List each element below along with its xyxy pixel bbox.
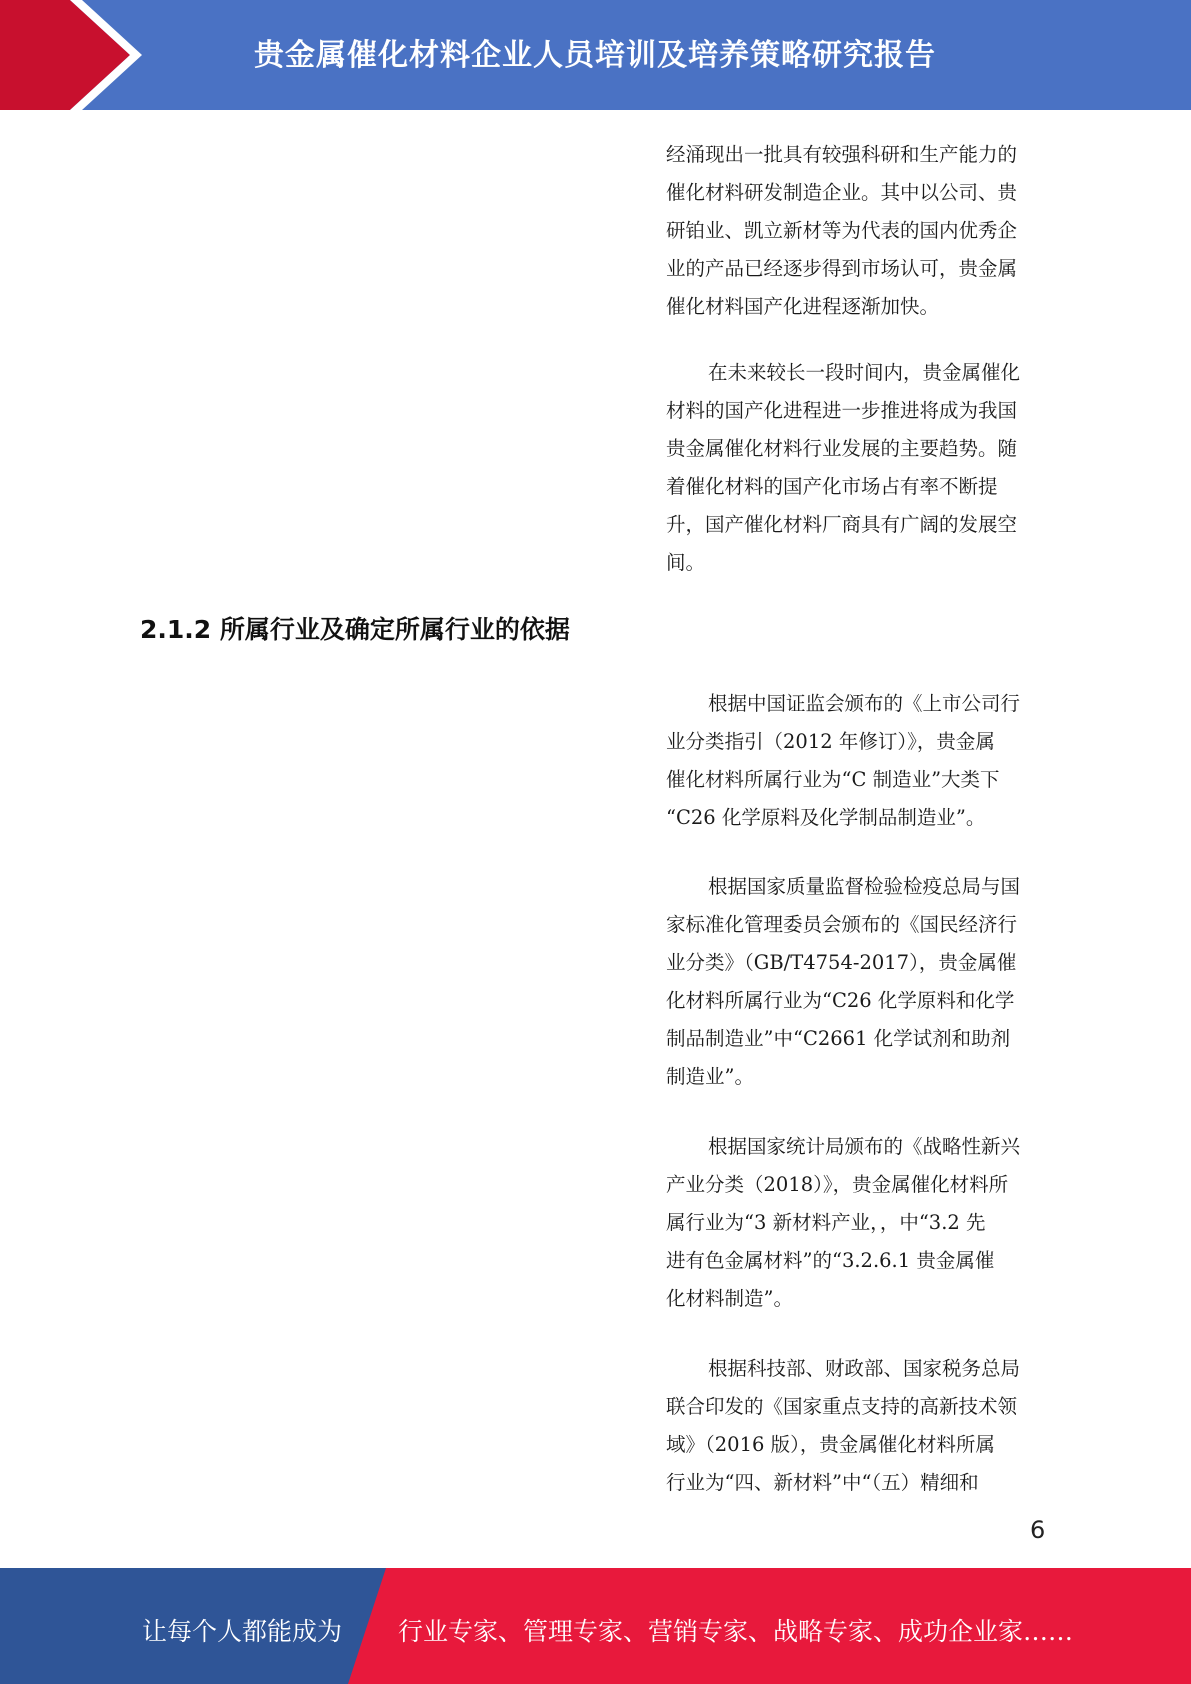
text-line: 根据国家统计局颁布的《战略性新兴 <box>708 1135 1021 1158</box>
page-header <box>0 0 1191 110</box>
text-line: 根据科技部、财政部、国家税务总局 <box>708 1357 1021 1380</box>
text-line: 根据中国证监会颁布的《上市公司行 <box>708 692 1021 715</box>
text-line: 制造业”。 <box>666 1065 754 1088</box>
text-line: 催化材料国产化进程逐渐加快。 <box>666 295 940 318</box>
report-title: 贵金属催化材料企业人员培训及培养策略研究报告 <box>254 38 936 73</box>
paragraph-strategic-industry-classification <box>666 1128 1048 1318</box>
text-line: 间。 <box>666 551 706 574</box>
text-line: 联合印发的《国家重点支持的高新技术领 <box>666 1395 1018 1418</box>
text-line: 研铂业、凯立新材等为代表的国内优秀企 <box>666 219 1018 242</box>
text-line: 升，国产催化材料厂商具有广阔的发展空 <box>666 513 1018 536</box>
text-line: 属行业为“3 新材料产业，，中“3.2 先 <box>666 1211 986 1234</box>
text-line: 经涌现出一批具有较强科研和生产能力的 <box>666 143 1018 166</box>
text-line: 材料的国产化进程进一步推进将成为我国 <box>666 399 1018 422</box>
text-line: 在未来较长一段时间内，贵金属催化 <box>708 361 1021 384</box>
text-line: 家标准化管理委员会颁布的《国民经济行 <box>666 913 1018 936</box>
text-line: 化材料所属行业为“C26 化学原料和化学 <box>666 989 1015 1012</box>
text-line: 贵金属催化材料行业发展的主要趋势。随 <box>666 437 1018 460</box>
header-chevron-decoration <box>0 0 160 110</box>
page-number: 6 <box>1030 1516 1046 1544</box>
text-line: 进有色金属材料”的“3.2.6.1 贵金属催 <box>666 1249 995 1272</box>
section-heading: 2.1.2 所属行业及确定所属行业的依据 <box>140 615 570 644</box>
text-line: 业分类》（GB/T4754-2017），贵金属催 <box>666 951 1017 974</box>
paragraph-high-tech-field-classification <box>666 1350 1048 1502</box>
paragraph-csrc-classification <box>666 685 1048 837</box>
text-line: 域》（2016 版），贵金属催化材料所属 <box>666 1433 995 1456</box>
page-footer <box>0 1568 1191 1684</box>
text-line: 化材料制造”。 <box>666 1287 793 1310</box>
text-line: 业分类指引（2012 年修订）》，贵金属 <box>666 730 995 753</box>
text-line: 根据国家质量监督检验检疫总局与国 <box>708 875 1021 898</box>
text-line: 催化材料研发制造企业。其中以公司、贵 <box>666 181 1018 204</box>
text-line: 行业为“四、新材料”中“（五）精细和 <box>666 1471 979 1494</box>
text-line: 制品制造业”中“C2661 化学试剂和助剂 <box>666 1027 1011 1050</box>
text-line: “C26 化学原料及化学制品制造业”。 <box>666 806 986 829</box>
paragraph-national-standard-classification <box>666 868 1048 1096</box>
footer-slogan-right: 行业专家、管理专家、营销专家、战略专家、成功企业家…… <box>398 1617 1074 1646</box>
text-line: 催化材料所属行业为“C 制造业”大类下 <box>666 768 1000 791</box>
text-line: 产业分类（2018）》，贵金属催化材料所 <box>666 1173 1009 1196</box>
paragraph-trend <box>666 354 1048 582</box>
paragraph-continuation <box>666 136 1048 326</box>
footer-slogan-left: 让每个人都能成为 <box>142 1617 343 1646</box>
text-line: 着催化材料的国产化市场占有率不断提 <box>666 475 998 498</box>
text-line: 业的产品已经逐步得到市场认可，贵金属 <box>666 257 1018 280</box>
